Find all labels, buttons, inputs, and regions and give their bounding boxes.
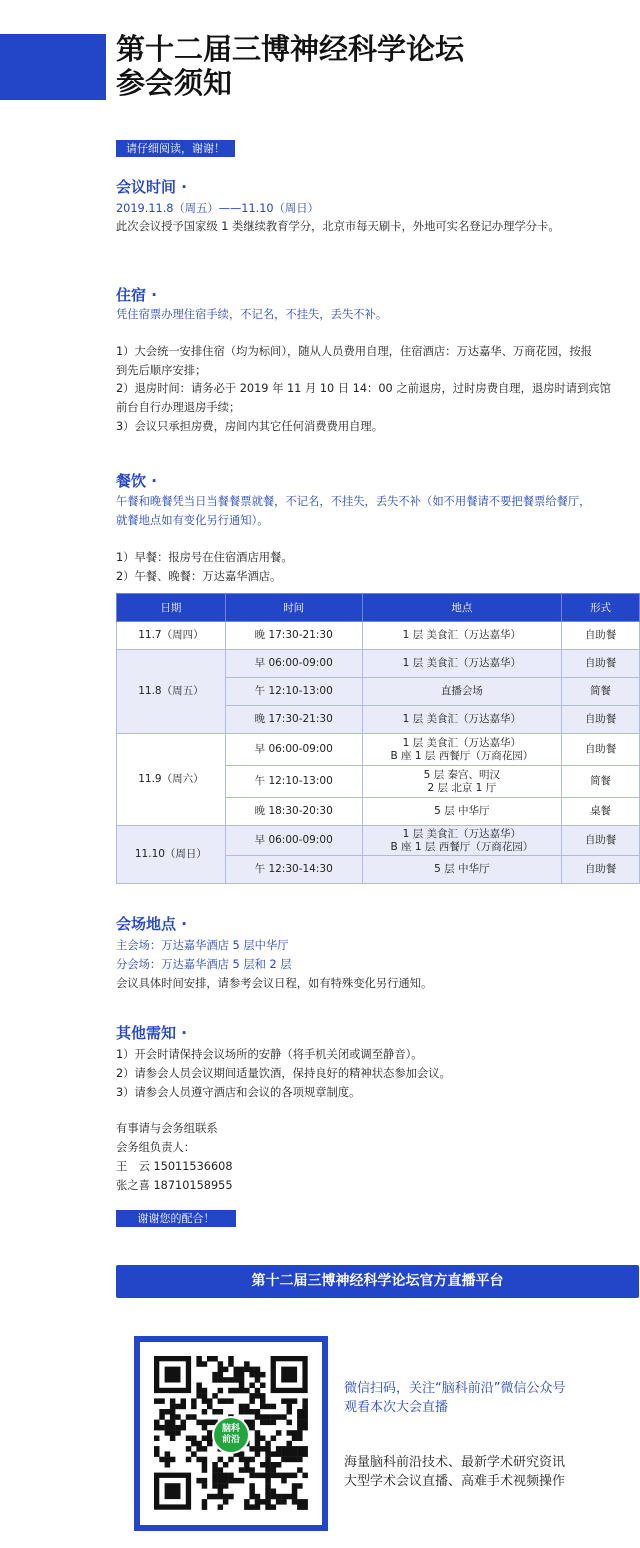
other-item1: 1）开会时请保持会议场所的安静（将手机关闭或调至静音）。: [116, 1048, 423, 1061]
time-cell: 早 06:00-09:00: [225, 650, 362, 678]
format-cell: 桌餐: [562, 798, 640, 826]
time-cell: 午 12:10-13:00: [225, 678, 362, 706]
format-cell: 简餐: [562, 766, 640, 798]
format-cell: 自助餐: [562, 826, 640, 856]
contact-label: 会务组负责人：: [116, 1141, 196, 1154]
location-cell: 1 层 美食汇（万达嘉华）: [362, 650, 562, 678]
col-header-format: 形式: [562, 594, 640, 622]
accommodation-item2b: 前台自行办理退房手续；: [116, 401, 241, 414]
venue-main: 主会场：万达嘉华酒店 5 层中华厅: [116, 939, 289, 952]
dining-lead-b: 就餐地点如有变化另行通知）。: [116, 514, 269, 527]
location-cell: 1 层 美食汇（万达嘉华）: [362, 622, 562, 650]
thanks-pill: 谢谢您的配合！: [116, 1210, 236, 1227]
accommodation-item1b: 到先后顺序安排；: [116, 364, 207, 377]
venue-heading: 会场地点 ·: [116, 915, 187, 933]
location-cell: 1 层 美食汇（万达嘉华）: [362, 706, 562, 734]
meeting-credit: 此次会议授予国家级 1 类继续教育学分，北京市每天刷卡，外地可实名登记办理学分卡。: [116, 220, 560, 233]
time-cell: 午 12:30-14:30: [225, 856, 362, 884]
contact-intro: 有事请与会务组联系: [116, 1122, 218, 1135]
other-item2: 2）请参会人员会议期间适量饮酒，保持良好的精神状态参加会议。: [116, 1067, 451, 1080]
col-header-time: 时间: [225, 594, 362, 622]
location-line: 2 层 北京 1 厅: [427, 781, 497, 794]
location-cell: 5 层 中华厅: [362, 798, 562, 826]
live-platform-banner: 第十二届三博神经科学论坛官方直播平台: [116, 1265, 639, 1298]
location-line: 1 层 美食汇（万达嘉华）: [402, 736, 522, 749]
time-cell: 晚 17:30-21:30: [225, 622, 362, 650]
location-line: 5 层 秦宫、明汉: [423, 768, 501, 781]
location-line: B 座 1 层 西餐厅（万商花园）: [390, 840, 534, 853]
col-header-location: 地点: [362, 594, 562, 622]
format-cell: 自助餐: [562, 650, 640, 678]
dining-item2: 2）午餐、晚餐：万达嘉华酒店。: [116, 570, 282, 583]
location-cell: [362, 734, 562, 766]
date-cell: 11.9（周六）: [117, 734, 226, 826]
dining-heading: 餐饮 ·: [116, 472, 157, 490]
scan-line1: 微信扫码，关注“脑科前沿”微信公众号: [344, 1381, 566, 1396]
format-cell: 自助餐: [562, 706, 640, 734]
dining-item1: 1）早餐：报房号在住宿酒店用餐。: [116, 551, 293, 564]
notice-pill: 请仔细阅读，谢谢！: [116, 140, 235, 157]
accommodation-item2a: 2）退房时间：请务必于 2019 年 11 月 10 日 14：00 之前退房，过时房费自理，退房时请到宾馆: [116, 382, 611, 395]
accommodation-heading: 住宿 ·: [116, 286, 157, 304]
table-row: [117, 826, 640, 856]
contact-wang: 王 云 15011536608: [116, 1160, 233, 1173]
header-accent-block: [0, 34, 106, 100]
promo-line1: 海量脑科前沿技术、最新学术研究资讯: [344, 1455, 566, 1470]
table-header-row: [117, 594, 640, 622]
location-cell: 5 层 中华厅: [362, 856, 562, 884]
time-cell: 午 12:10-13:00: [225, 766, 362, 798]
qr-center-logo: [212, 1416, 250, 1454]
location-line: B 座 1 层 西餐厅（万商花园）: [390, 749, 534, 762]
time-cell: 晚 18:30-20:30: [225, 798, 362, 826]
scan-line2: 观看本次大会直播: [344, 1400, 449, 1415]
logo-text-line1: 脑科: [221, 1424, 240, 1434]
other-heading: 其他需知 ·: [116, 1024, 187, 1042]
page-title-line1: 第十二届三博神经科学论坛: [116, 32, 465, 66]
venue-sub: 分会场：万达嘉华酒店 5 层和 2 层: [116, 958, 292, 971]
time-cell: 早 06:00-09:00: [225, 734, 362, 766]
logo-text-line2: 前沿: [221, 1435, 240, 1445]
time-cell: 早 06:00-09:00: [225, 826, 362, 856]
format-cell: 自助餐: [562, 734, 640, 766]
accommodation-item1a: 1）大会统一安排住宿（均为标间），随从人员费用自理，住宿酒店：万达嘉华、万商花园，按报: [116, 345, 593, 358]
table-row: [117, 622, 640, 650]
table-row: [117, 650, 640, 678]
venue-note: 会议具体时间安排，请参考会议日程，如有特殊变化另行通知。: [116, 977, 433, 990]
meeting-time-heading: 会议时间 ·: [116, 178, 187, 196]
time-cell: 晚 17:30-21:30: [225, 706, 362, 734]
date-cell: 11.7（周四）: [117, 622, 226, 650]
location-cell: [362, 766, 562, 798]
location-cell: [362, 826, 562, 856]
accommodation-item3: 3）会议只承担房费，房间内其它任何消费费用自理。: [116, 420, 384, 433]
dining-lead-a: 午餐和晚餐凭当日当餐餐票就餐，不记名，不挂失，丢失不补（如不用餐请不要把餐票给餐厅，: [116, 495, 591, 508]
format-cell: 自助餐: [562, 622, 640, 650]
format-cell: 自助餐: [562, 856, 640, 884]
page-title-line2: 参会须知: [116, 66, 233, 100]
contact-zhang: 张之喜 18710158955: [116, 1179, 233, 1192]
col-header-date: 日期: [117, 594, 226, 622]
format-cell: 简餐: [562, 678, 640, 706]
meeting-dates: 2019.11.8（周五）——11.10（周日）: [116, 202, 319, 215]
location-line: 1 层 美食汇（万达嘉华）: [402, 827, 522, 840]
table-row: [117, 734, 640, 766]
meal-schedule-table: [116, 593, 640, 884]
accommodation-lead: 凭住宿票办理住宿手续，不记名，不挂失，丢失不补。: [116, 308, 388, 321]
location-cell: 直播会场: [362, 678, 562, 706]
date-cell: 11.10（周日）: [117, 826, 226, 884]
promo-line2: 大型学术会议直播、高难手术视频操作: [344, 1474, 566, 1489]
date-cell: 11.8（周五）: [117, 650, 226, 734]
other-item3: 3）请参会人员遵守酒店和会议的各项规章制度。: [116, 1086, 361, 1099]
